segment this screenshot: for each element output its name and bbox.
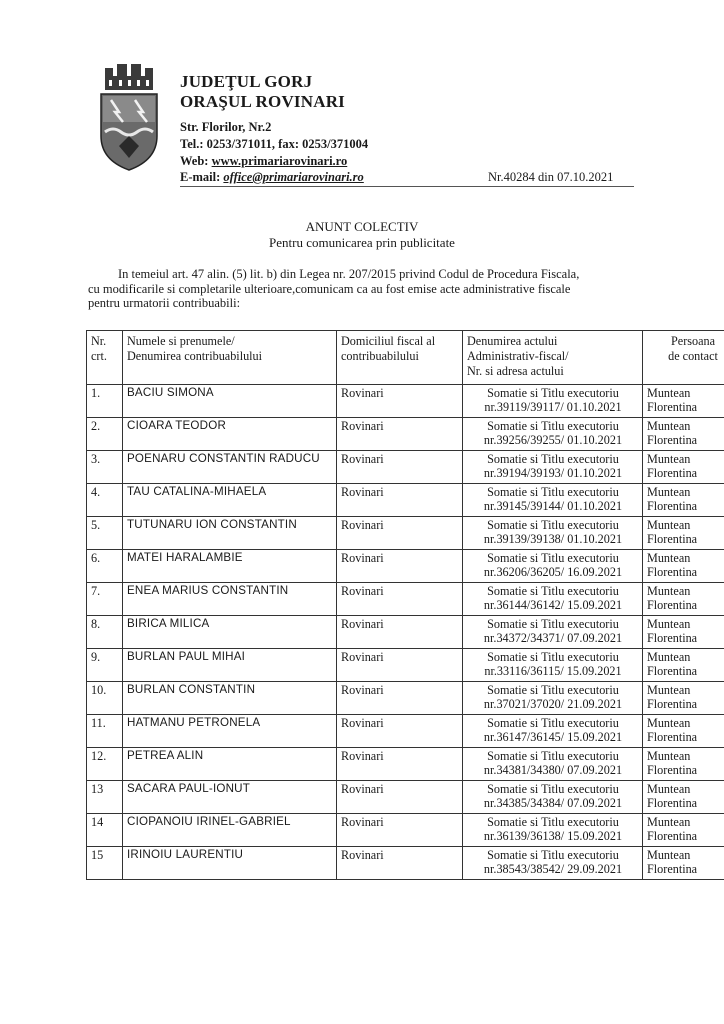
administrative-act-text: Somatie si Titlu executoriu xyxy=(487,518,619,532)
table-row xyxy=(87,550,724,583)
fiscal-domicile-text: Rovinari xyxy=(341,848,384,862)
contact-person-text: Florentina xyxy=(647,400,698,414)
contact-person-text: Muntean xyxy=(647,551,691,565)
taxpayer-name-text: ENEA MARIUS CONSTANTIN xyxy=(127,584,289,597)
header-name-line: Numele si prenumele/ xyxy=(127,334,235,348)
contact-person xyxy=(643,715,724,748)
fiscal-domicile xyxy=(337,517,463,550)
taxpayer-name xyxy=(123,814,337,847)
table-row xyxy=(87,847,724,880)
email-line xyxy=(180,170,364,185)
taxpayer-name-text: SACARA PAUL-IONUT xyxy=(127,782,251,795)
table-row xyxy=(87,385,724,418)
administrative-act-text: nr.36206/36205/ 16.09.2021 xyxy=(483,565,623,579)
row-number-text: 11. xyxy=(91,716,106,730)
taxpayer-name xyxy=(123,781,337,814)
row-number xyxy=(87,847,123,880)
header-divider xyxy=(180,186,634,187)
fiscal-domicile xyxy=(337,715,463,748)
contact-person xyxy=(643,550,724,583)
contact-person-text: Florentina xyxy=(647,664,698,678)
taxpayer-name-text: POENARU CONSTANTIN RADUCU xyxy=(127,452,320,465)
administrative-act-text: Somatie si Titlu executoriu xyxy=(487,716,619,730)
row-number-text: 3. xyxy=(91,452,101,466)
row-number xyxy=(87,484,123,517)
administrative-act-text: nr.36139/36138/ 15.09.2021 xyxy=(483,829,623,843)
fiscal-domicile xyxy=(337,484,463,517)
table-row xyxy=(87,451,724,484)
contact-person-text: Muntean xyxy=(647,782,691,796)
administrative-act-text: Somatie si Titlu executoriu xyxy=(487,848,619,862)
row-number xyxy=(87,748,123,781)
taxpayer-name-text: BURLAN CONSTANTIN xyxy=(127,683,256,696)
taxpayer-name-text: CIOARA TEODOR xyxy=(127,419,227,432)
header-act-line: Nr. si adresa actului xyxy=(467,364,564,378)
contact-person-text: Muntean xyxy=(647,683,691,697)
fiscal-domicile-text: Rovinari xyxy=(341,419,384,433)
header-act xyxy=(463,331,643,385)
administrative-act xyxy=(463,814,643,847)
fiscal-domicile xyxy=(337,616,463,649)
taxpayer-name-text: MATEI HARALAMBIE xyxy=(127,551,243,564)
taxpayer-name xyxy=(123,517,337,550)
fiscal-domicile-text: Rovinari xyxy=(341,452,384,466)
administrative-act xyxy=(463,583,643,616)
row-number-text: 12. xyxy=(91,749,107,763)
administrative-act xyxy=(463,550,643,583)
administrative-act-text: Somatie si Titlu executoriu xyxy=(487,584,619,598)
header-name-line: Denumirea contribuabilului xyxy=(127,349,263,363)
contact-person xyxy=(643,616,724,649)
header-contact-line: Persoana xyxy=(671,334,715,348)
header-domicile xyxy=(337,331,463,385)
administrative-act-text: Somatie si Titlu executoriu xyxy=(487,485,619,499)
table-row xyxy=(87,649,724,682)
administrative-act-text: Somatie si Titlu executoriu xyxy=(487,419,619,433)
contact-person xyxy=(643,583,724,616)
row-number-text: 15 xyxy=(91,848,104,862)
fiscal-domicile xyxy=(337,649,463,682)
fiscal-domicile-text: Rovinari xyxy=(341,617,384,631)
fiscal-domicile xyxy=(337,418,463,451)
row-number-text: 9. xyxy=(91,650,101,664)
fiscal-domicile xyxy=(337,847,463,880)
contact-person-text: Florentina xyxy=(647,730,698,744)
contact-person xyxy=(643,781,724,814)
table-row xyxy=(87,517,724,550)
row-number xyxy=(87,583,123,616)
administrative-act-text: Somatie si Titlu executoriu xyxy=(487,452,619,466)
table-row xyxy=(87,715,724,748)
coat-of-arms-emblem xyxy=(97,62,161,172)
fiscal-domicile-text: Rovinari xyxy=(341,650,384,664)
administrative-act xyxy=(463,484,643,517)
address: Str. Florilor, Nr.2 xyxy=(180,120,272,134)
fiscal-domicile xyxy=(337,682,463,715)
header-contact-line: de contact xyxy=(668,349,718,363)
taxpayer-name-text: TAU CATALINA-MIHAELA xyxy=(127,485,267,498)
taxpayer-name xyxy=(123,682,337,715)
row-number xyxy=(87,649,123,682)
contact-person-text: Muntean xyxy=(647,452,691,466)
contact-person-text: Muntean xyxy=(647,584,691,598)
contact-person xyxy=(643,517,724,550)
contact-person-text: Muntean xyxy=(647,518,691,532)
row-number xyxy=(87,451,123,484)
taxpayer-name-text: BACIU SIMONA xyxy=(127,386,214,399)
fiscal-domicile xyxy=(337,781,463,814)
fiscal-domicile xyxy=(337,748,463,781)
row-number xyxy=(87,682,123,715)
taxpayer-name-text: CIOPANOIU IRINEL-GABRIEL xyxy=(127,815,291,828)
row-number xyxy=(87,517,123,550)
header-nr-line: crt. xyxy=(91,349,107,363)
fiscal-domicile-text: Rovinari xyxy=(341,551,384,565)
contact-person-text: Florentina xyxy=(647,433,698,447)
administrative-act-text: nr.39256/39255/ 01.10.2021 xyxy=(483,433,623,447)
taxpayer-name xyxy=(123,616,337,649)
contact-person-text: Muntean xyxy=(647,419,691,433)
contact-person-text: Muntean xyxy=(647,716,691,730)
row-number-text: 7. xyxy=(91,584,101,598)
administrative-act-text: Somatie si Titlu executoriu xyxy=(487,617,619,631)
row-number xyxy=(87,418,123,451)
administrative-act-text: Somatie si Titlu executoriu xyxy=(487,815,619,829)
contact-person-text: Florentina xyxy=(647,499,698,513)
administrative-act-text: nr.36144/36142/ 15.09.2021 xyxy=(483,598,623,612)
fiscal-domicile-text: Rovinari xyxy=(341,782,384,796)
document-title: ANUNT COLECTIV xyxy=(305,219,419,234)
contact-person xyxy=(643,682,724,715)
taxpayer-name xyxy=(123,484,337,517)
administrative-act xyxy=(463,682,643,715)
administrative-act-text: Somatie si Titlu executoriu xyxy=(487,650,619,664)
table-row xyxy=(87,814,724,847)
contact-person-text: Muntean xyxy=(647,386,691,400)
administrative-act xyxy=(463,748,643,781)
fiscal-domicile xyxy=(337,451,463,484)
administrative-act-text: Somatie si Titlu executoriu xyxy=(487,749,619,763)
taxpayer-name-text: HATMANU PETRONELA xyxy=(127,716,261,729)
town-name: ORAŞUL ROVINARI xyxy=(180,92,345,111)
taxpayer-name xyxy=(123,550,337,583)
contact-person xyxy=(643,418,724,451)
administrative-act-text: nr.37021/37020/ 21.09.2021 xyxy=(483,697,623,711)
email-label: E-mail: xyxy=(180,170,224,184)
taxpayer-name xyxy=(123,847,337,880)
contact-person-text: Florentina xyxy=(647,829,698,843)
intro-line-1: In temeiul art. 47 alin. (5) lit. b) din Legea nr. 207/2015 privind Codul de Procedura Fiscala, xyxy=(118,267,580,281)
table-row xyxy=(87,748,724,781)
row-number-text: 8. xyxy=(91,617,101,631)
contact-person-text: Florentina xyxy=(647,796,698,810)
taxpayer-name-text: BIRICA MILICA xyxy=(127,617,210,630)
table-row xyxy=(87,583,724,616)
administrative-act-text: Somatie si Titlu executoriu xyxy=(487,782,619,796)
administrative-act xyxy=(463,715,643,748)
administrative-act-text: Somatie si Titlu executoriu xyxy=(487,551,619,565)
administrative-act-text: nr.36147/36145/ 15.09.2021 xyxy=(483,730,623,744)
contact-person-text: Muntean xyxy=(647,848,691,862)
taxpayer-name xyxy=(123,748,337,781)
table-header-row xyxy=(87,331,724,385)
intro-line-2: cu modificarile si completarile ulterioare,comunicam ca au fost emise acte administrative fiscale xyxy=(88,282,571,296)
header-domicile-line: contribuabilului xyxy=(341,349,419,363)
fiscal-domicile xyxy=(337,385,463,418)
contact-person-text: Florentina xyxy=(647,697,698,711)
web-label: Web: xyxy=(180,154,212,168)
administrative-act-text: nr.34372/34371/ 07.09.2021 xyxy=(483,631,623,645)
fiscal-domicile-text: Rovinari xyxy=(341,518,384,532)
fiscal-domicile xyxy=(337,583,463,616)
contact-person xyxy=(643,748,724,781)
taxpayer-name xyxy=(123,715,337,748)
taxpayer-name-text: IRINOIU LAURENTIU xyxy=(127,848,244,861)
contact-person-text: Florentina xyxy=(647,466,698,480)
administrative-act xyxy=(463,517,643,550)
contact-person-text: Muntean xyxy=(647,815,691,829)
administrative-act-text: nr.39119/39117/ 01.10.2021 xyxy=(484,400,622,414)
administrative-act-text: nr.39194/39193/ 01.10.2021 xyxy=(483,466,623,480)
row-number xyxy=(87,715,123,748)
row-number-text: 10. xyxy=(91,683,107,697)
administrative-act xyxy=(463,649,643,682)
contact-person-text: Florentina xyxy=(647,565,698,579)
contact-person-text: Florentina xyxy=(647,763,698,777)
contact-person xyxy=(643,847,724,880)
taxpayer-name-text: PETREA ALIN xyxy=(127,749,204,762)
row-number-text: 4. xyxy=(91,485,101,499)
taxpayer-name-text: TUTUNARU ION CONSTANTIN xyxy=(127,518,297,531)
header-act-line: Denumirea actului xyxy=(467,334,558,348)
fiscal-domicile-text: Rovinari xyxy=(341,716,384,730)
contact-person-text: Muntean xyxy=(647,749,691,763)
header-nr-line: Nr. xyxy=(91,334,107,348)
fiscal-domicile-text: Rovinari xyxy=(341,584,384,598)
website-line xyxy=(180,154,347,169)
administrative-act xyxy=(463,385,643,418)
intro-line-3: pentru urmatorii contribuabili: xyxy=(88,296,241,310)
phone-fax: Tel.: 0253/371011, fax: 0253/371004 xyxy=(180,137,369,151)
contact-person-text: Muntean xyxy=(647,485,691,499)
fiscal-domicile xyxy=(337,814,463,847)
contact-person xyxy=(643,385,724,418)
contact-person-text: Florentina xyxy=(647,532,698,546)
row-number xyxy=(87,814,123,847)
administrative-act xyxy=(463,847,643,880)
taxpayers-table xyxy=(86,330,724,880)
header-act-line: Administrativ-fiscal/ xyxy=(467,349,569,363)
table-row xyxy=(87,682,724,715)
row-number xyxy=(87,781,123,814)
contact-person xyxy=(643,484,724,517)
table-row xyxy=(87,484,724,517)
fiscal-domicile xyxy=(337,550,463,583)
header-name xyxy=(123,331,337,385)
administrative-act-text: nr.34381/34380/ 07.09.2021 xyxy=(483,763,623,777)
table-row xyxy=(87,418,724,451)
email-link[interactable]: office@primariarovinari.ro xyxy=(223,170,364,184)
document-subtitle: Pentru comunicarea prin publicitate xyxy=(269,235,455,250)
website-link[interactable]: www.primariarovinari.ro xyxy=(211,154,348,168)
taxpayer-name-text: BURLAN PAUL MIHAI xyxy=(127,650,246,663)
contact-person-text: Muntean xyxy=(647,650,691,664)
row-number xyxy=(87,385,123,418)
row-number-text: 14 xyxy=(91,815,104,829)
administrative-act-text: nr.33116/36115/ 15.09.2021 xyxy=(484,664,622,678)
administrative-act xyxy=(463,616,643,649)
row-number xyxy=(87,616,123,649)
administrative-act-text: nr.39139/39138/ 01.10.2021 xyxy=(483,532,623,546)
table-row xyxy=(87,616,724,649)
administrative-act xyxy=(463,451,643,484)
contact-person xyxy=(643,649,724,682)
administrative-act xyxy=(463,781,643,814)
contact-person-text: Florentina xyxy=(647,598,698,612)
taxpayer-name xyxy=(123,583,337,616)
administrative-act-text: nr.39145/39144/ 01.10.2021 xyxy=(483,499,623,513)
taxpayer-name xyxy=(123,451,337,484)
fiscal-domicile-text: Rovinari xyxy=(341,683,384,697)
administrative-act xyxy=(463,418,643,451)
header-nr xyxy=(87,331,123,385)
administrative-act-text: nr.34385/34384/ 07.09.2021 xyxy=(483,796,623,810)
contact-person-text: Muntean xyxy=(647,617,691,631)
row-number-text: 13 xyxy=(91,782,104,796)
administrative-act-text: Somatie si Titlu executoriu xyxy=(487,386,619,400)
contact-person-text: Florentina xyxy=(647,631,698,645)
row-number-text: 6. xyxy=(91,551,101,565)
contact-person xyxy=(643,814,724,847)
county-name: JUDEŢUL GORJ xyxy=(180,72,313,91)
header-contact xyxy=(643,331,724,385)
contact-person xyxy=(643,451,724,484)
row-number-text: 1. xyxy=(91,386,101,400)
taxpayer-name xyxy=(123,649,337,682)
contact-person-text: Florentina xyxy=(647,862,698,876)
taxpayer-name xyxy=(123,385,337,418)
row-number xyxy=(87,550,123,583)
document-number: Nr.40284 din 07.10.2021 xyxy=(488,170,614,184)
fiscal-domicile-text: Rovinari xyxy=(341,815,384,829)
table-row xyxy=(87,781,724,814)
fiscal-domicile-text: Rovinari xyxy=(341,749,384,763)
row-number-text: 5. xyxy=(91,518,101,532)
header-domicile-line: Domiciliul fiscal al xyxy=(341,334,436,348)
fiscal-domicile-text: Rovinari xyxy=(341,485,384,499)
taxpayer-name xyxy=(123,418,337,451)
administrative-act-text: Somatie si Titlu executoriu xyxy=(487,683,619,697)
administrative-act-text: nr.38543/38542/ 29.09.2021 xyxy=(483,862,623,876)
fiscal-domicile-text: Rovinari xyxy=(341,386,384,400)
row-number-text: 2. xyxy=(91,419,101,433)
